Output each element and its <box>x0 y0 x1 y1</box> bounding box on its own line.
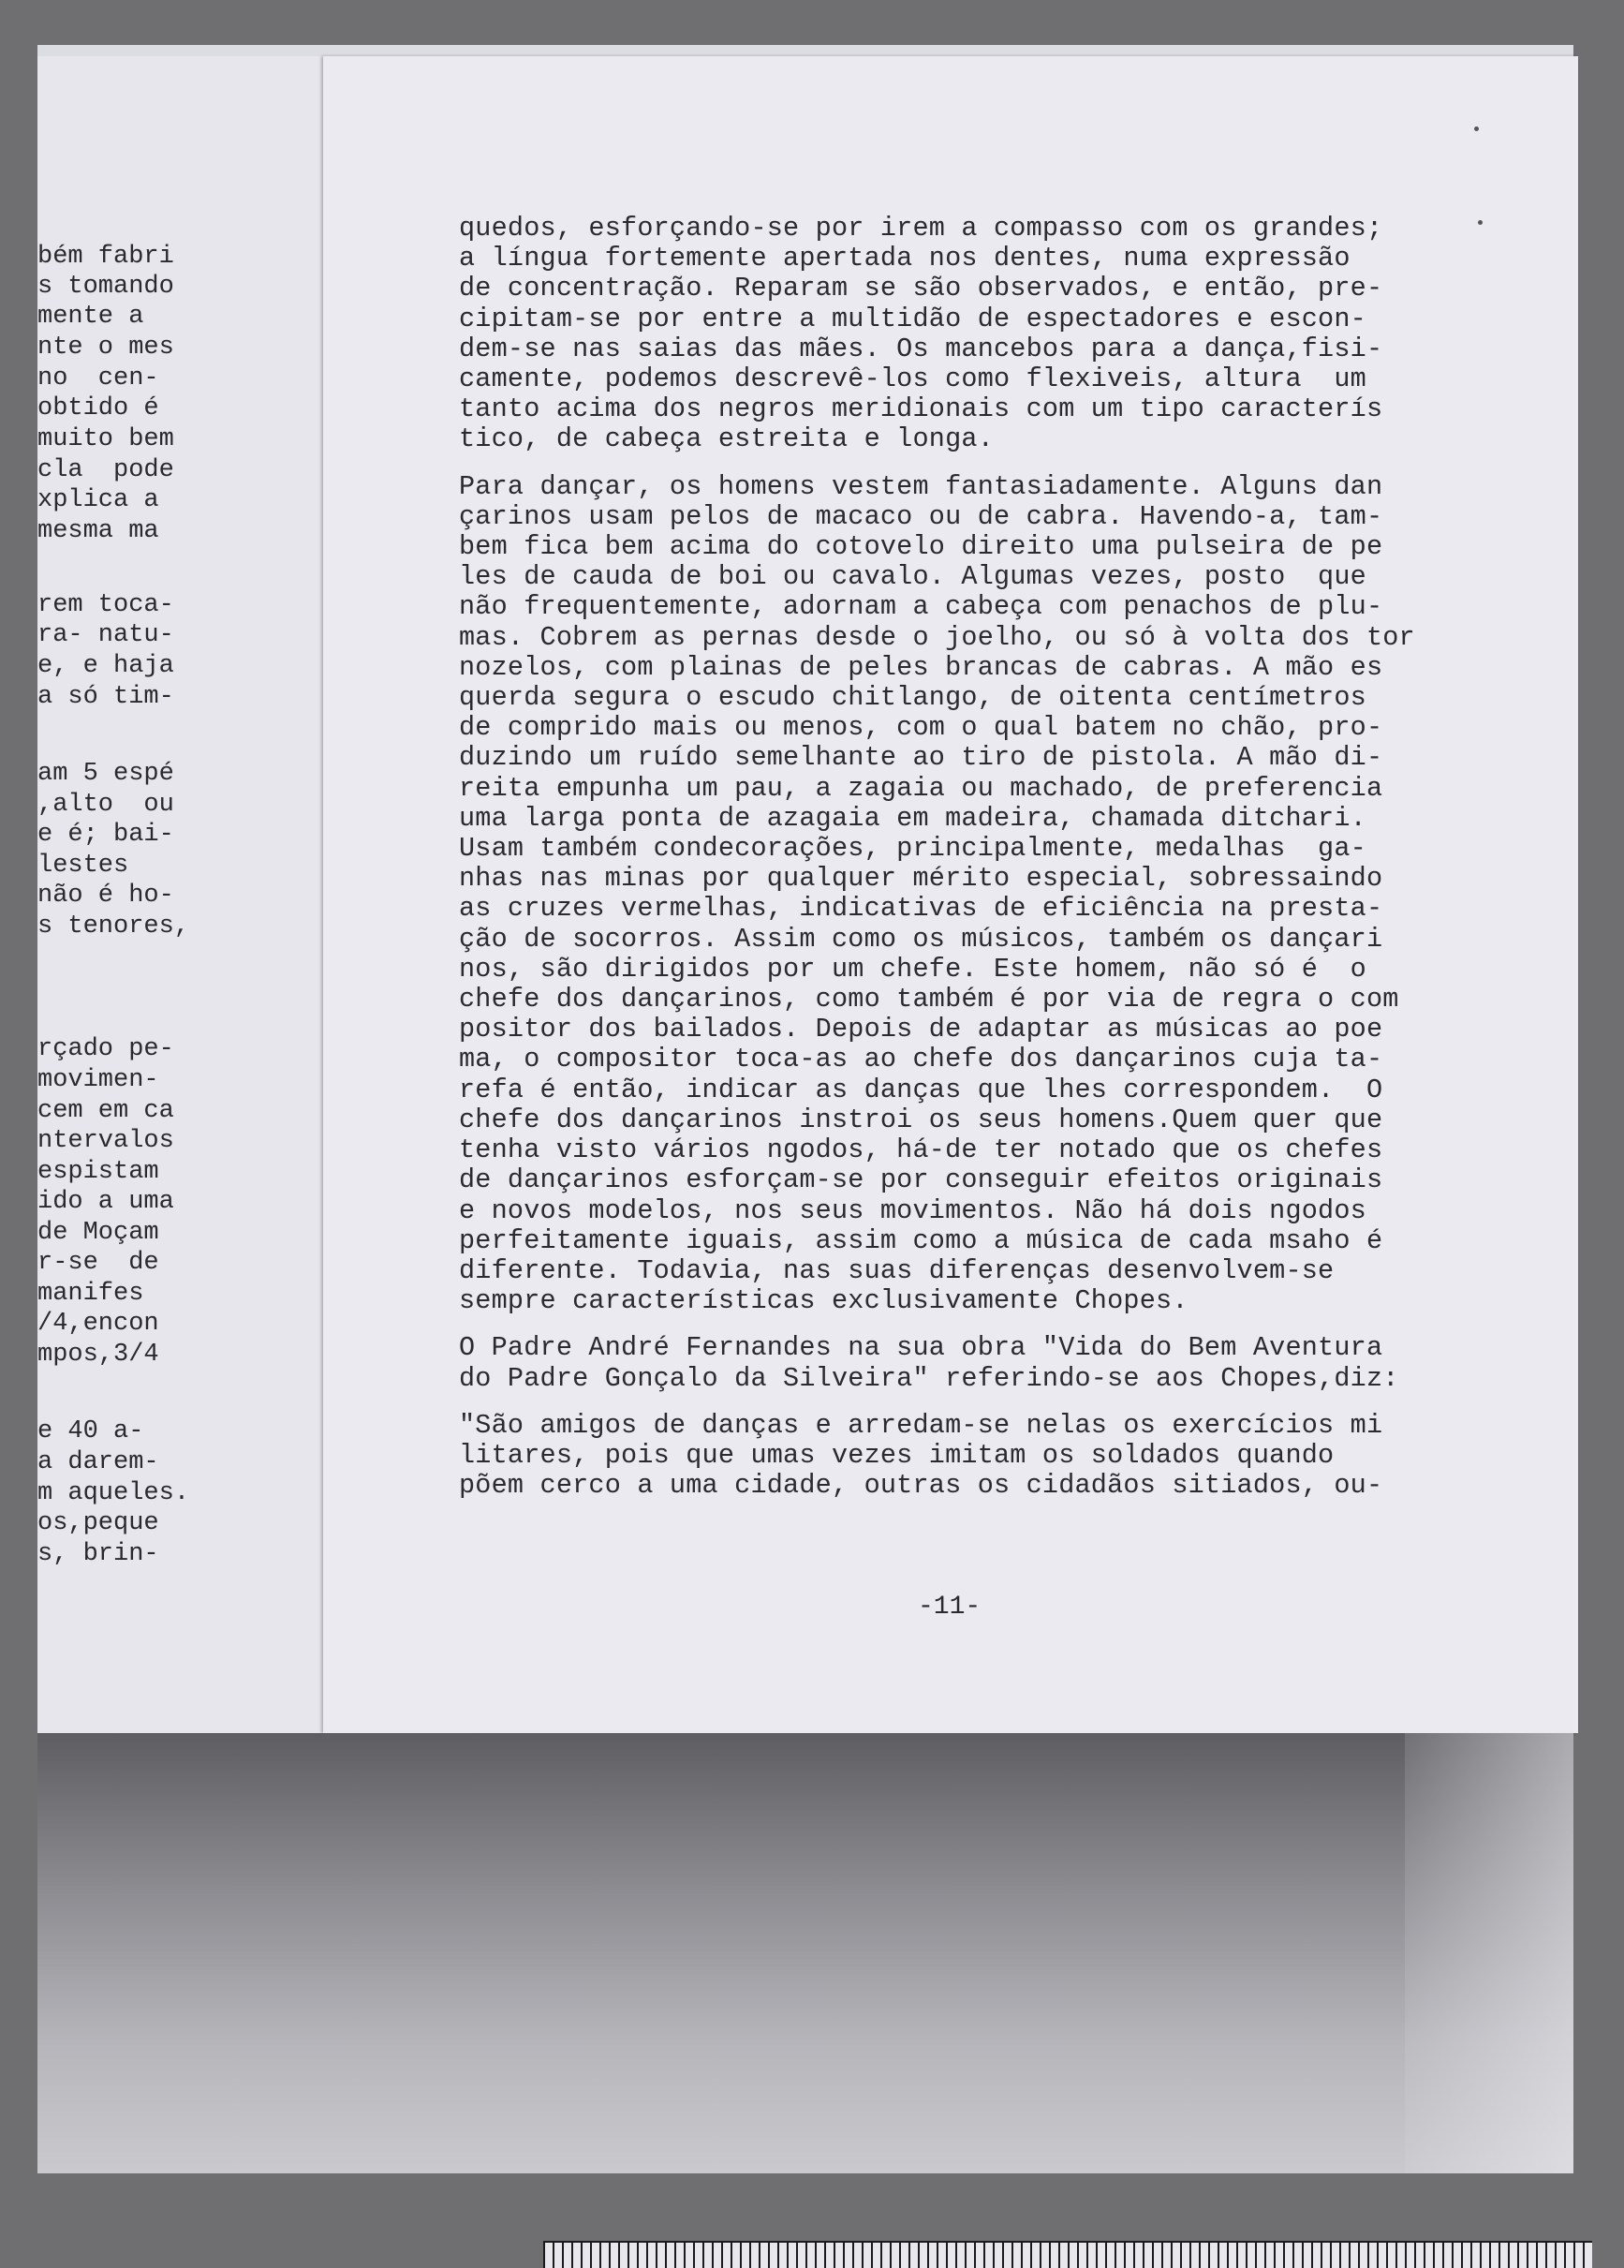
text-line: põem cerco a uma cidade, outras os cidadãos sitiados, ou- <box>459 1470 1383 1502</box>
paragraph-gap <box>459 455 1489 472</box>
left-page-line: a só tim- <box>37 683 174 711</box>
text-line: cipitam-se por entre a multidão de espectadores e escon- <box>459 303 1366 334</box>
photo-background-highlight <box>1405 1733 1573 2173</box>
document-page <box>323 56 1578 1733</box>
left-page-line: mpos,3/4 <box>37 1341 159 1369</box>
paragraph-gap <box>459 1316 1489 1333</box>
left-page-line: ntervalos <box>37 1127 174 1155</box>
left-page-line: ido a uma <box>37 1188 174 1216</box>
left-page-line: /4,encon <box>37 1310 159 1338</box>
text-line: tico, de cabeça estreita e longa. <box>459 423 994 455</box>
text-line: duzindo um ruído semelhante ao tiro de pistola. A mão di- <box>459 742 1383 774</box>
text-line: nozelos, com plainas de peles brancas de cabras. A mão es <box>459 651 1383 683</box>
text-line: de comprido mais ou menos, com o qual batem no chão, pro- <box>459 712 1383 744</box>
photo-background <box>37 1733 1573 2173</box>
text-line: Usam também condecorações, principalmente, medalhas ga- <box>459 833 1366 865</box>
left-page-line: e, e haja <box>37 652 174 680</box>
left-page-line: s, brin- <box>37 1540 159 1568</box>
text-line: Para dançar, os homens vestem fantasiadamente. Alguns dan <box>459 470 1383 502</box>
text-line: nhas nas minas por qualquer mérito especial, sobressaindo <box>459 863 1383 895</box>
text-line: positor dos bailados. Depois de adaptar as músicas ao poe <box>459 1014 1383 1045</box>
left-page-line: muito bem <box>37 425 174 453</box>
text-line: as cruzes vermelhas, indicativas de eficiência na presta- <box>459 893 1383 925</box>
left-page-line: bém fabri <box>37 243 174 271</box>
paragraph <box>459 1333 1489 1393</box>
text-line: diferente. Todavia, nas suas diferenças desenvolvem-se <box>459 1254 1335 1286</box>
text-line: çarinos usam pelos de macaco ou de cabra. Havendo-a, tam- <box>459 500 1383 532</box>
left-page-line: cla pode <box>37 456 174 484</box>
text-line: bem fica bem acima do cotovelo direito uma pulseira de pe <box>459 531 1383 563</box>
text-line: dem-se nas saias das mães. Os mancebos para a dança,fisi- <box>459 333 1383 364</box>
left-page-line: xplica a <box>37 486 159 514</box>
page-number: -11- <box>918 1593 982 1622</box>
left-page-line: no cen- <box>37 364 159 393</box>
left-page-line: s tenores, <box>37 912 190 941</box>
left-page-line: movimen- <box>37 1066 159 1094</box>
text-line: les de cauda de boi ou cavalo. Algumas vezes, posto que <box>459 561 1366 593</box>
text-line: não frequentemente, adornam a cabeça com penachos de plu- <box>459 591 1383 623</box>
text-line: O Padre André Fernandes na sua obra "Vida do Bem Aventura <box>459 1332 1383 1364</box>
text-line: tanto acima dos negros meridionais com um tipo caracterís <box>459 393 1383 425</box>
text-line: a língua fortemente apertada nos dentes, numa expressão <box>459 243 1351 274</box>
paragraph <box>459 472 1489 1317</box>
text-line: ção de socorros. Assim como os músicos, também os dançari <box>459 923 1383 955</box>
text-line: chefe dos dançarinos, como também é por via de regra o com <box>459 984 1399 1015</box>
left-page-line: não é ho- <box>37 882 174 910</box>
text-line: nos, são dirigidos por um chefe. Este homem, não só é o <box>459 953 1366 985</box>
left-page-line: obtido é <box>37 394 159 422</box>
page-body-text <box>459 214 1489 1501</box>
left-page-line: espistam <box>37 1158 159 1186</box>
left-page-line: a darem- <box>37 1448 159 1476</box>
text-line: querda segura o escudo chitlango, de oitenta centímetros <box>459 682 1366 714</box>
left-page-line: os,peque <box>37 1509 159 1537</box>
left-page-fragment <box>37 56 337 1733</box>
text-line: reita empunha um pau, a zagaia ou machado, de preferencia <box>459 772 1383 804</box>
text-line: mas. Cobrem as pernas desde o joelho, ou só à volta dos tor <box>459 621 1415 653</box>
left-page-line: ra- natu- <box>37 621 174 649</box>
left-page-line: s tomando <box>37 273 174 301</box>
text-line: de dançarinos esforçam-se por conseguir efeitos originais <box>459 1164 1383 1196</box>
left-page-line: e 40 a- <box>37 1417 144 1445</box>
text-line: e novos modelos, nos seus movimentos. Não há dois ngodos <box>459 1194 1366 1226</box>
paragraph <box>459 1411 1489 1502</box>
text-line: tenha visto vários ngodos, há-de ter notado que os chefes <box>459 1134 1383 1166</box>
left-page-line: manifes <box>37 1280 144 1308</box>
text-line: chefe dos dançarinos instroi os seus homens.Quem quer que <box>459 1104 1383 1135</box>
left-page-line: m aqueles. <box>37 1479 190 1507</box>
paper-speck <box>1474 126 1479 131</box>
measurement-scale <box>543 2241 1592 2268</box>
paragraph-gap <box>459 1394 1489 1411</box>
left-page-line: mente a <box>37 303 144 331</box>
left-page-line: ,alto ou <box>37 791 174 819</box>
text-line: quedos, esforçando-se por irem a compasso com os grandes; <box>459 213 1383 244</box>
text-line: camente, podemos descrevê-los como flexiveis, altura um <box>459 363 1366 395</box>
left-page-line: mesma ma <box>37 517 159 545</box>
left-page-line: nte o mes <box>37 334 174 362</box>
paper-speck <box>1478 220 1483 225</box>
left-page-line: r-se de <box>37 1249 159 1277</box>
text-line: uma larga ponta de azagaia em madeira, chamada ditchari. <box>459 802 1366 834</box>
text-line: do Padre Gonçalo da Silveira" referindo-se aos Chopes,diz: <box>459 1362 1399 1394</box>
paragraph <box>459 214 1489 455</box>
text-line: perfeitamente iguais, assim como a música de cada msaho é <box>459 1224 1383 1256</box>
left-page-line: rem toca- <box>37 591 174 619</box>
text-line: refa é então, indicar as danças que lhes correspondem. O <box>459 1074 1383 1105</box>
left-page-line: rçado pe- <box>37 1035 174 1063</box>
left-page-line: cem em ca <box>37 1097 174 1125</box>
left-page-line: e é; bai- <box>37 821 174 849</box>
text-line: de concentração. Reparam se são observados, e então, pre- <box>459 273 1383 304</box>
text-line: ma, o compositor toca-as ao chefe dos dançarinos cuja ta- <box>459 1044 1383 1075</box>
left-page-line: de Moçam <box>37 1219 159 1247</box>
text-line: sempre características exclusivamente Chopes. <box>459 1285 1188 1317</box>
text-line: litares, pois que umas vezes imitam os soldados quando <box>459 1439 1335 1471</box>
left-page-line: am 5 espé <box>37 760 174 788</box>
text-line: "São amigos de danças e arredam-se nelas os exercícios mi <box>459 1409 1383 1441</box>
left-page-line: lestes <box>37 852 129 880</box>
